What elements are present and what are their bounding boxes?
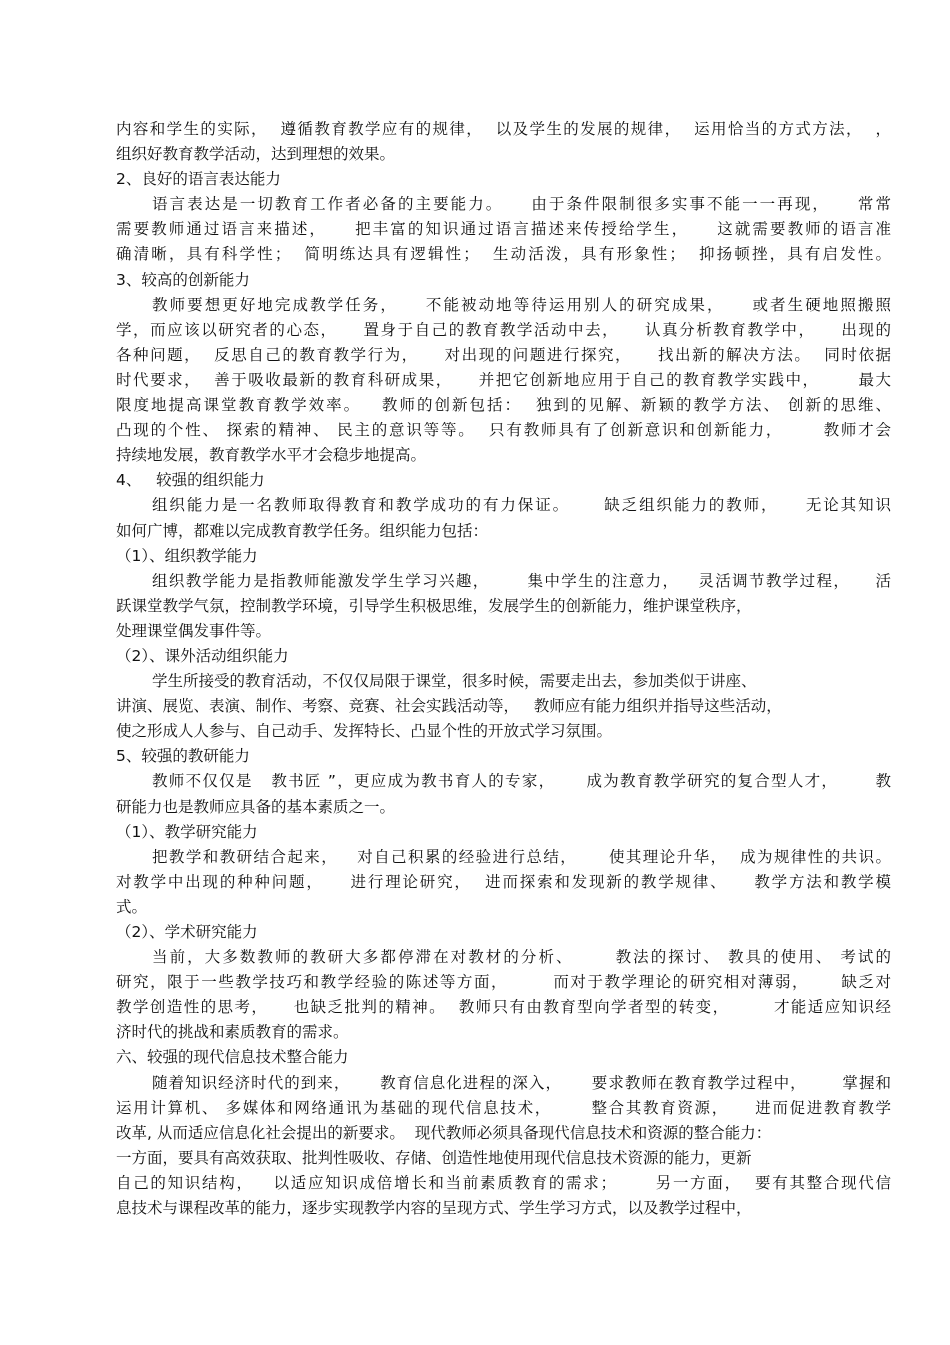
paragraph-line: 使之形成人人参与、自己动手、发挥特长、凸显个性的开放式学习氛围。: [116, 722, 613, 741]
paragraph-line: 持续地发展，教育教学水平才会稳步地提高。: [116, 446, 427, 465]
section-heading: （1）、组织教学能力: [116, 546, 258, 565]
paragraph-line: 跃课堂教学气氛，控制教学环境，引导学生积极思维，发展学生的创新能力，维护课堂秩序，: [116, 596, 752, 615]
paragraph-line: 组织能力是一名教师取得教育和教学成功的有力保证。 缺乏组织能力的教师， 无论其知识: [152, 496, 891, 515]
paragraph-line: 一方面，要具有高效获取、批判性吸收、存储、创造性地使用现代信息技术资源的能力，更新: [116, 1148, 752, 1167]
section-heading: 4、 较强的组织能力: [116, 471, 265, 490]
paragraph-line: 研究，限于一些教学技巧和教学经验的陈述等方面， 而对于教学理论的研究相对薄弱， 缺乏对: [116, 973, 891, 992]
paragraph-line: 确清晰，具有科学性； 简明练达具有逻辑性； 生动活泼，具有形象性； 抑扬顿挫，具有启发性。: [116, 245, 891, 264]
paragraph-line: 改革, 从而适应信息化社会提出的新要求。 现代教师必须具备现代信息技术和资源的整合能力：: [116, 1123, 772, 1142]
paragraph-line: 教学创造性的思考， 也缺乏批判的精神。 教师只有由教育型向学者型的转变， 才能适应知识经: [116, 998, 891, 1017]
document-body: [116, 117, 891, 1221]
paragraph-line: 处理课堂偶发事件等。: [116, 621, 272, 640]
paragraph-line: 限度地提高课堂教育教学效率。 教师的创新包括： 独到的见解、新颖的教学方法、 创新的思维、: [116, 396, 891, 415]
section-heading: 六、较强的现代信息技术整合能力: [116, 1048, 349, 1067]
paragraph-line: 组织好教育教学活动，达到理想的效果。: [116, 145, 396, 164]
paragraph-line: 凸现的个性、 探索的精神、 民主的意识等等。 只有教师具有了创新意识和创新能力， 教师才会: [116, 421, 891, 440]
paragraph-line: 学生所接受的教育活动，不仅仅局限于课堂，很多时候，需要走出去，参加类似于讲座、: [152, 672, 757, 691]
paragraph-line: 时代要求， 善于吸收最新的教育科研成果， 并把它创新地应用于自己的教育教学实践中， 最大: [116, 370, 891, 389]
section-heading: 2、良好的语言表达能力: [116, 170, 281, 189]
section-heading: （2）、学术研究能力: [116, 923, 258, 941]
section-heading: 3、较高的创新能力: [116, 270, 250, 289]
paragraph-line: 各种问题， 反思自己的教育教学行为， 对出现的问题进行探究， 找出新的解决方法。 同时依据: [116, 345, 891, 364]
paragraph-line: 教师不仅仅是 教书匠 ”，更应成为教书育人的专家， 成为教育教学研究的复合型人才， 教: [152, 772, 891, 791]
paragraph-line: 息技术与课程改革的能力，逐步实现教学内容的呈现方式、学生学习方式，以及教学过程中，: [116, 1199, 752, 1218]
paragraph-line: 教师要想更好地完成教学任务， 不能被动地等待运用别人的研究成果， 或者生硬地照搬照: [152, 295, 891, 314]
paragraph-line: 式。: [116, 897, 148, 916]
paragraph-line: 运用计算机、 多媒体和网络通讯为基础的现代信息技术， 整合其教育资源， 进而促进教育教学: [116, 1098, 891, 1117]
paragraph-line: 如何广博，都难以完成教育教学任务。组织能力包括：: [116, 521, 489, 540]
section-heading: （2）、课外活动组织能力: [116, 646, 289, 665]
paragraph-line: 当前，大多数教师的教研大多都停滞在对教材的分析、 教法的探讨、 教具的使用、 考试的: [152, 948, 891, 967]
paragraph-line: 对教学中出现的种种问题， 进行理论研究， 进而探索和发现新的教学规律、 教学方法和教学模: [116, 872, 891, 891]
section-heading: （1）、教学研究能力: [116, 822, 258, 841]
paragraph-line: 济时代的挑战和素质教育的需求。: [116, 1023, 349, 1042]
section-heading: 5、较强的教研能力: [116, 747, 250, 766]
paragraph-line: 学，而应该以研究者的心态， 置身于自己的教育教学活动中去， 认真分析教育教学中， 出现的: [116, 320, 891, 339]
paragraph-line: 语言表达是一切教育工作者必备的主要能力。 由于条件限制很多实事不能一一再现， 常常: [152, 195, 891, 214]
paragraph-line: 内容和学生的实际， 遵循教育教学应有的规律， 以及学生的发展的规律， 运用恰当的方式方法， ，: [116, 120, 891, 138]
paragraph-line: 研能力也是教师应具备的基本素质之一。: [116, 797, 396, 816]
paragraph-line: 需要教师通过语言来描述， 把丰富的知识通过语言描述来传授给学生， 这就需要教师的语言准: [116, 220, 891, 239]
paragraph-line: 随着知识经济时代的到来， 教育信息化进程的深入， 要求教师在教育教学过程中， 掌握和: [152, 1073, 891, 1092]
paragraph-line: 组织教学能力是指教师能激发学生学习兴趣， 集中学生的注意力， 灵活调节教学过程， 活: [152, 571, 891, 590]
paragraph-line: 讲演、展览、表演、制作、考察、竞赛、社会实践活动等， 教师应有能力组织并指导这些活动，: [116, 697, 782, 716]
paragraph-line: 自己的知识结构， 以适应知识成倍增长和当前素质教育的需求； 另一方面， 要有其整合现代信: [116, 1173, 891, 1192]
paragraph-line: 把教学和教研结合起来， 对自己积累的经验进行总结， 使其理论升华， 成为规律性的共识。: [152, 847, 891, 866]
